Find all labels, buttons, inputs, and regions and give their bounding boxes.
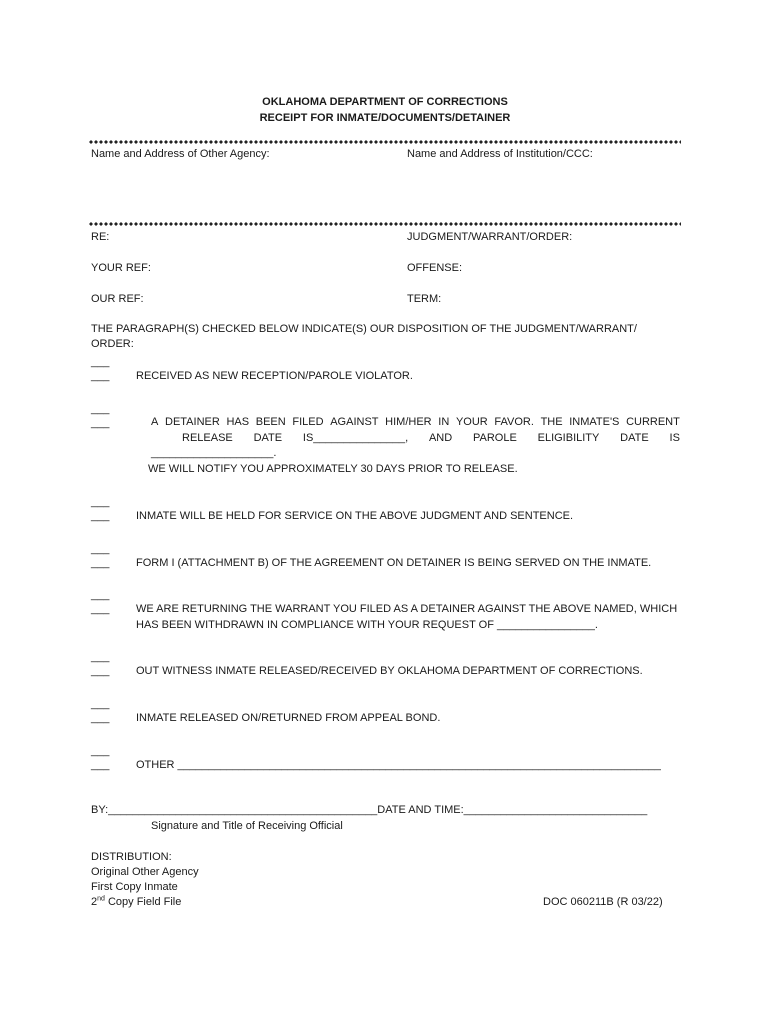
item-detainer-line-3: ____________________.	[151, 447, 277, 459]
disposition-line-1: THE PARAGRAPH(S) CHECKED BELOW INDICATE(S) OUR DISPOSITION OF THE JUDGMENT/WARRANT/	[91, 323, 637, 335]
checkbox-detainer[interactable]: ___	[91, 417, 110, 429]
judgment-label: JUDGMENT/WARRANT/ORDER:	[407, 231, 573, 243]
distribution-original: Original Other Agency	[91, 866, 199, 878]
checkbox-held-top: ___	[91, 496, 110, 508]
item-held: INMATE WILL BE HELD FOR SERVICE ON THE ABOVE JUDGMENT AND SENTENCE.	[136, 510, 574, 522]
term-label: TERM:	[407, 293, 442, 305]
offense-label: OFFENSE:	[407, 262, 463, 274]
your-ref-label: YOUR REF:	[91, 262, 151, 274]
other-agency-label: Name and Address of Other Agency:	[91, 148, 270, 160]
item-detainer-line-1: A DETAINER HAS BEEN FILED AGAINST HIM/HER IN YOUR FAVOR. THE INMATE'S CURRENT	[151, 416, 680, 428]
title-line-2: RECEIPT FOR INMATE/DOCUMENTS/DETAINER	[259, 112, 511, 124]
checkbox-returning-top: ___	[91, 589, 110, 601]
checkbox-other-top: ___	[91, 745, 110, 757]
distribution-second-copy: 2nd Copy Field File	[91, 895, 182, 908]
checkbox-appeal-top: ___	[91, 698, 110, 710]
item-returning-line-2: HAS BEEN WITHDRAWN IN COMPLIANCE WITH YOUR REQUEST OF ________________.	[136, 619, 598, 631]
distribution-heading: DISTRIBUTION:	[91, 851, 172, 863]
item-returning-line-1: WE ARE RETURNING THE WARRANT YOU FILED AS A DETAINER AGAINST THE ABOVE NAMED, WHICH	[136, 603, 678, 615]
item-detainer-line-2: RELEASE DATE IS_______________, AND PAROLE ELIGIBILITY DATE IS	[182, 432, 680, 444]
item-reception: RECEIVED AS NEW RECEPTION/PAROLE VIOLATOR.	[136, 370, 413, 382]
dotted-divider-middle	[89, 222, 681, 226]
checkbox-held[interactable]: ___	[91, 510, 110, 522]
item-appeal: INMATE RELEASED ON/RETURNED FROM APPEAL BOND.	[136, 712, 441, 724]
disposition-line-2: ORDER:	[91, 338, 134, 350]
form-number: DOC 060211B (R 03/22)	[543, 896, 663, 908]
checkbox-detainer-top: ___	[91, 403, 110, 415]
our-ref-label: OUR REF:	[91, 293, 144, 305]
re-label: RE:	[91, 231, 110, 243]
item-form: FORM I (ATTACHMENT B) OF THE AGREEMENT ON DETAINER IS BEING SERVED ON THE INMATE.	[136, 557, 652, 569]
checkbox-form[interactable]: ___	[91, 557, 110, 569]
checkbox-form-top: ___	[91, 543, 110, 555]
checkbox-reception-top: ___	[91, 356, 110, 368]
signature-caption: Signature and Title of Receiving Official	[151, 820, 343, 832]
checkbox-witness-top: ___	[91, 651, 110, 663]
item-other[interactable]: OTHER _______________________________________________________________________________	[136, 759, 661, 771]
checkbox-witness[interactable]: ___	[91, 665, 110, 677]
item-witness: OUT WITNESS INMATE RELEASED/RECEIVED BY OKLAHOMA DEPARTMENT OF CORRECTIONS.	[136, 665, 643, 677]
distribution-first-copy: First Copy Inmate	[91, 881, 178, 893]
signature-line[interactable]: BY:____________________________________________DATE AND TIME:______________________________	[91, 804, 648, 816]
title-line-1: OKLAHOMA DEPARTMENT OF CORRECTIONS	[262, 96, 508, 108]
item-notify: WE WILL NOTIFY YOU APPROXIMATELY 30 DAYS PRIOR TO RELEASE.	[148, 463, 518, 475]
checkbox-reception[interactable]: ___	[91, 370, 110, 382]
checkbox-appeal[interactable]: ___	[91, 712, 110, 724]
checkbox-returning[interactable]: ___	[91, 603, 110, 615]
institution-label: Name and Address of Institution/CCC:	[407, 148, 593, 160]
dotted-divider-top	[89, 140, 681, 144]
checkbox-other[interactable]: ___	[91, 759, 110, 771]
